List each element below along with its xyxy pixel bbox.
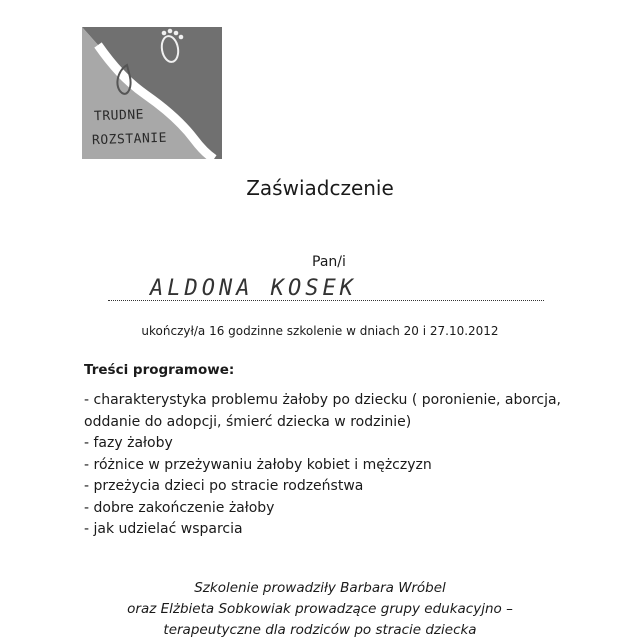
program-item: oddanie do adopcji, śmierć dziecka w rodzinie) [84, 413, 412, 430]
footer-line: oraz Elżbieta Sobkowiak prowadzące grupy edukacyjno – [127, 601, 513, 617]
program-item: - różnice w przeżywaniu żałoby kobiet i mężczyzn [84, 456, 432, 473]
footer-line: terapeutyczne dla rodziców po stracie dziecka [163, 622, 477, 638]
program-title: Treści programowe: [84, 362, 235, 378]
program-item: - charakterystyka problemu żałoby po dziecku ( poronienie, aborcja, [84, 392, 562, 408]
logo [82, 27, 222, 159]
name-dotted-line [108, 300, 544, 301]
program-item: - przeżycia dzieci po stracie rodzeństwa [84, 478, 364, 494]
program-item: - fazy żałoby [84, 435, 173, 451]
recipient-name: ALDONA KOSEK [150, 276, 357, 301]
footer-line: Szkolenie prowadziły Barbara Wróbel [194, 580, 446, 596]
document-title: Zaświadczenie [246, 176, 394, 200]
footer [0, 578, 640, 641]
program-item: - dobre zakończenie żałoby [84, 499, 275, 516]
program-item: - jak udzielać wsparcia [84, 521, 243, 537]
logo-text-line1: TRUDNE [93, 107, 145, 125]
completion-statement: ukończył/a 16 godzinne szkolenie w dniach 20 i 27.10.2012 [141, 324, 499, 338]
logo-text-line2: ROZSTANIE [91, 130, 168, 149]
recipient-label: Pan/i [312, 254, 346, 270]
program-list [84, 390, 604, 541]
